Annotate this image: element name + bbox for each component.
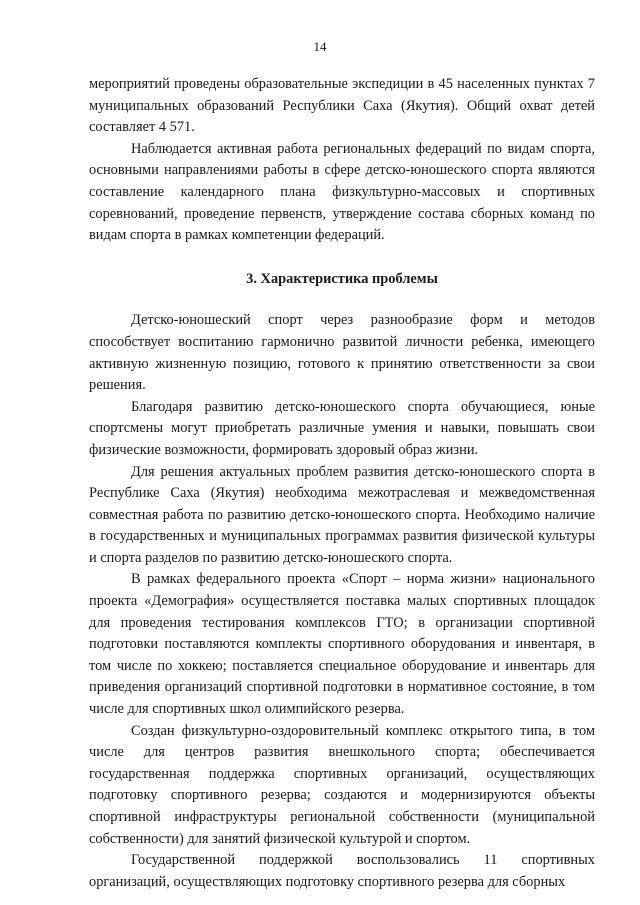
page-number: 14 bbox=[313, 39, 327, 54]
paragraph-federal-project: В рамках федерального проекта «Спорт – норма жизни» национального проекта «Демография» осуществляется поставка малых спортивных площадок для проведения тестирования комплексов ГТО; в организации спортивной подготовки поставляются комплекты спортивного оборудования и инвентаря, в том числе по хоккею; поставляется специальное оборудование и инвентарь для приведения организаций спортивной подготовки в нормативное состояние, в том числе для спортивных школ олимпийского резерва. bbox=[89, 571, 595, 718]
paragraph-sports-complex: Создан физкультурно-оздоровительный комплекс открытого типа, в том числе для центров развития внешкольного спорта; обеспечивается государственная поддержка спортивных организаций, осуществляющих подготовку спортивного резерва; создаются и модернизируются объекты спортивной инфраструктуры региональной собственности (муниципальной собственности) для занятий физической культурой и спортом. bbox=[89, 722, 595, 847]
section-heading: 3. Характеристика проблемы bbox=[246, 270, 438, 287]
paragraph-state-support: Государственной поддержкой воспользовались 11 спортивных организаций, осуществляющих подготовку спортивного резерва для сборных bbox=[89, 852, 595, 890]
paragraph-regional-federations: Наблюдается активная работа региональных федераций по видам спорта, основными направлениями работы в сфере детско-юношеского спорта являются составление календарного плана физкультурно-массовых и спортивных соревнований, проведение первенств, утверждение состава сборных команд по видам спорта в рамках компетенции федераций. bbox=[89, 140, 595, 244]
document-body bbox=[89, 74, 595, 893]
paragraph-continuation: мероприятий проведены образовательные экспедиции в 45 населенных пунктах 7 муниципальных образований Республики Саха (Якутия). Общий охват детей составляет 4 571. bbox=[89, 76, 595, 136]
paragraph-skills: Благодаря развитию детско-юношеского спорта обучающиеся, юные спортсмены могут приобретать различные умения и навыки, повышать свои физические возможности, формировать здоровый образ жизни. bbox=[89, 398, 595, 458]
paragraph-problem-solving: Для решения актуальных проблем развития детско-юношеского спорта в Республике Саха (Якутия) необходима межотраслевая и межведомственная совместная работа по развитию детско-юношеского спорта. Необходимо наличие в государственных и муниципальных программах развития физической культуры и спорта разделов по развитию детско-юношеского спорта. bbox=[89, 463, 595, 566]
paragraph-youth-sport: Детско-юношеский спорт через разнообразие форм и методов способствует воспитанию гармонично развитой личности ребенка, имеющего активную жизненную позицию, готового к принятию ответственности за свои решения. bbox=[89, 312, 595, 394]
